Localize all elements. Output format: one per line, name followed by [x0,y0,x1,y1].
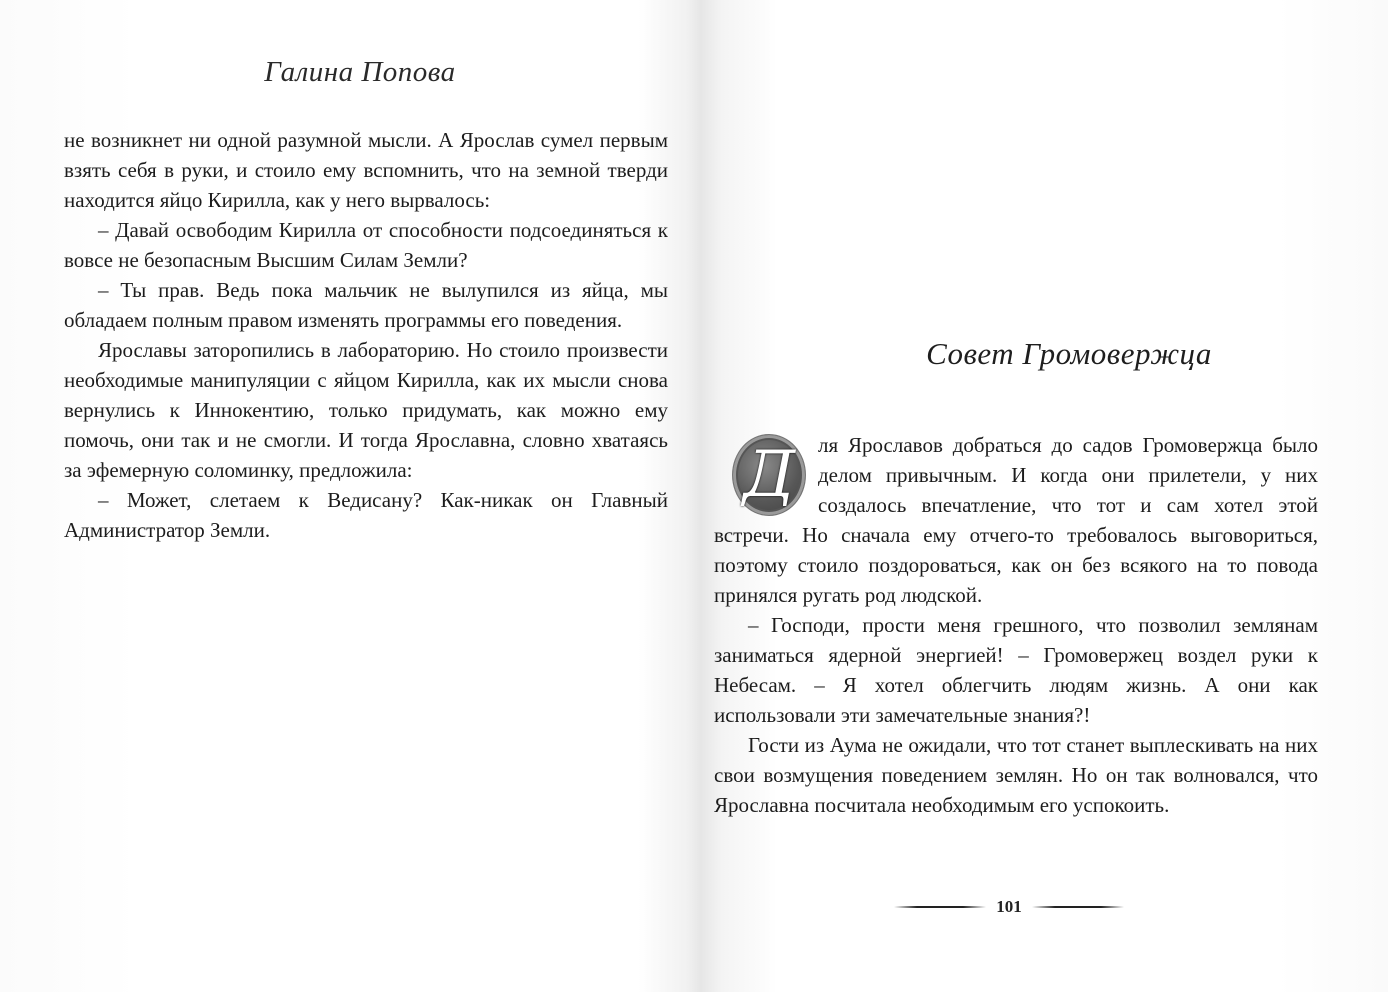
page-number: 101 [996,897,1022,916]
paragraph: – Ты прав. Ведь пока мальчик не вылупился из яйца, мы обладаем полным правом изменять программы его поведения. [64,278,668,332]
folio-rule-left [894,906,986,908]
paragraph: Гости из Аума не ожидали, что тот станет выплескивать на них свои возмущения поведением землян. Но он так волновался, что Ярославна посчитала необходимым его успокоить. [714,733,1318,817]
drop-cap-letter: Д [732,434,806,516]
chapter-title: Совет Громовержца [926,336,1212,371]
paragraph: – Давай освободим Кирилла от способности подсоединяться к вовсе не безопасным Высшим Силам Земли? [64,218,668,272]
page-number-folio [884,897,1134,917]
paragraph: – Господи, прости меня грешного, что позволил землянам заниматься ядерной энергией! – Громовержец воздел руки к Небесам. – Я хотел облегчить людям жизнь. А они как использовали эти замечательные знания?! [714,613,1318,727]
paragraph: Ярославы заторопились в лабораторию. Но стоило произвести необходимые манипуляции с яйцом Кирилла, как их мысли снова вернулись к Иннокентию, только придумать, как можно ему помочь, они так и не смогли. И тогда Ярославна, словно хватаясь за эфемерную соломинку, предложила: [64,338,668,482]
folio-rule-right [1032,906,1124,908]
paragraph: – Может, слетаем к Ведисану? Как-никак он Главный Администратор Земли. [64,488,668,542]
paragraph-text: ля Ярославов добраться до садов Громовержца было делом привычным. И когда они прилетели, у них создалось впечатление, что тот и сам хотел этой встречи. Но сначала ему отчего-то требовалось выговориться, поэтому стоило поздороваться, как он без всякого на то повода принялся ругать род людской. [714,433,1318,607]
right-page [694,0,1388,992]
paragraph: не возникнет ни одной разумной мысли. А Ярослав сумел первым взять себя в руки, и стоило ему вспомнить, что на земной тверди находится яйцо Кирилла, как у него вырвалось: [64,128,668,212]
left-body-text [64,125,668,545]
right-body-text [714,430,1318,820]
paragraph-with-drop-cap [714,430,1318,610]
running-head-author: Галина Попова [264,56,456,88]
